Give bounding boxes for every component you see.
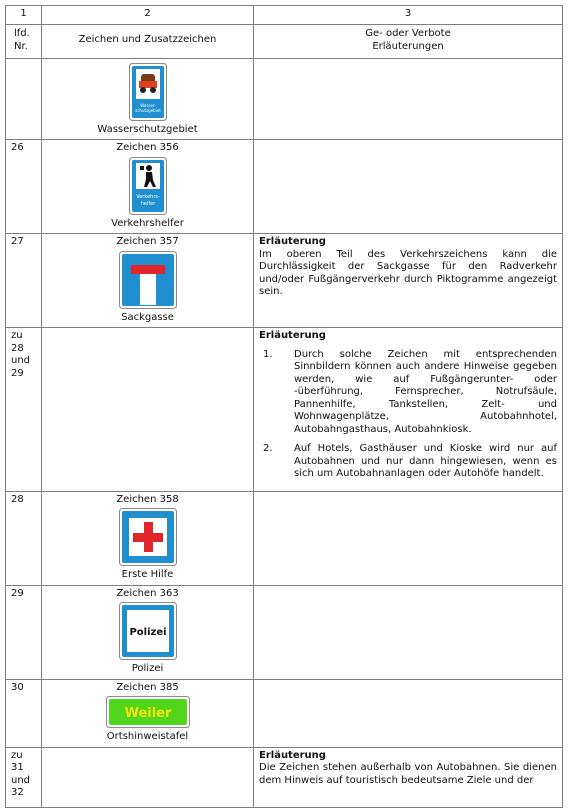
column-number-row: [6, 6, 563, 25]
column-number-1: 1: [6, 6, 42, 25]
explanation-list: [259, 349, 557, 481]
explanation-heading: Erläuterung: [259, 236, 326, 247]
police-sign-icon: [119, 602, 177, 660]
explanation-cell: [254, 58, 563, 140]
place-sign-text: Weiler: [124, 706, 171, 721]
sign-caption: Wasserschutzgebiet: [97, 123, 198, 135]
row-number: zu 31 und 32: [6, 747, 42, 807]
sign-number: Zeichen 385: [116, 681, 179, 693]
svg-text:Wasser-: Wasser-: [139, 102, 156, 108]
column-number-2: 2: [42, 6, 254, 25]
lfd-nr-heading: lfd. Nr.: [6, 24, 42, 58]
list-item-number: 2.: [263, 443, 273, 454]
explanation-cell: [254, 328, 563, 492]
list-item-text: Durch solche Zeichen mit entsprechenden Sinnbildern können auch andere Hinweise gegeben werden, wie auf Fußgängerunter- oder -überführung, Fernsprecher, Notrufsäule, Pannenhilfe, Tankstellen, Zelt- und Wohnwagenplätze, Autobahnhotel, Autobahngasthaus, Autobahnkiosk.: [294, 348, 557, 435]
column-number-3: 3: [254, 6, 563, 25]
traffic-signs-table: [5, 5, 563, 808]
table-row: [6, 679, 563, 747]
list-item: [259, 443, 557, 481]
list-item: [259, 349, 557, 437]
explanation-cell: [254, 234, 563, 328]
explanation-cell: [254, 747, 563, 807]
sign-cell: [42, 140, 254, 234]
explanation-cell: [254, 491, 563, 585]
sign-cell: [42, 679, 254, 747]
sign-caption: Verkehrshelfer: [111, 217, 184, 229]
row-number: [6, 58, 42, 140]
police-sign-text: Polizei: [128, 627, 167, 638]
list-item-number: 1.: [263, 348, 273, 360]
row-number: 27: [6, 234, 42, 328]
sign-cell: [42, 747, 254, 807]
explanation-heading: Erläuterung: [259, 749, 326, 761]
table-row: [6, 747, 563, 807]
row-number: 30: [6, 679, 42, 747]
column-heading-row: [6, 24, 563, 58]
sign-number: Zeichen 356: [116, 142, 179, 153]
explanation-cell: [254, 585, 563, 679]
sign-number: Zeichen 357: [116, 236, 179, 247]
explanation-cell: [254, 140, 563, 234]
sign-column-heading: Zeichen und Zusatzzeichen: [42, 24, 254, 58]
row-number: 28: [6, 491, 42, 585]
table-row: [6, 234, 563, 328]
rules-column-heading: Ge- oder Verbote Erläuterungen: [254, 24, 563, 58]
dead-end-sign-icon: [119, 251, 177, 309]
row-number: 26: [6, 140, 42, 234]
traffic-helper-sign-icon: [129, 157, 167, 215]
sign-cell: [42, 234, 254, 328]
sign-cell: [42, 58, 254, 140]
sign-cell: [42, 328, 254, 492]
sign-cell: [42, 491, 254, 585]
sign-number: Zeichen 363: [116, 587, 179, 599]
table-row: [6, 491, 563, 585]
sign-caption: Ortshinweistafel: [106, 731, 189, 742]
table-row: [6, 585, 563, 679]
water-protection-sign-icon: [129, 63, 167, 121]
explanation-cell: [254, 679, 563, 747]
svg-text:Verkehrs-: Verkehrs-: [135, 193, 160, 200]
place-name-sign-icon: [106, 696, 190, 728]
sign-caption: Erste Hilfe: [121, 569, 174, 580]
svg-text:schutzgebiet: schutzgebiet: [134, 107, 161, 113]
sign-caption: Polizei: [131, 663, 164, 674]
list-item-text: Auf Hotels, Gasthäuser und Kioske wird nur auf Autobahnen und nur dann hingewiesen, wenn es sich um Autobahnanlagen oder Autohöfe handelt.: [294, 443, 557, 479]
explanation-text: Im oberen Teil des Verkehrszeichens kann die Durchlässigkeit der Sackgasse für den Radverkehr und/oder Fußgängerverkehr durch Piktogramme angezeigt sein.: [259, 248, 557, 297]
row-number: 29: [6, 585, 42, 679]
sign-number: Zeichen 358: [116, 493, 179, 505]
row-number: zu 28 und 29: [6, 328, 42, 492]
table-row: [6, 140, 563, 234]
table-row: [6, 328, 563, 492]
svg-text:helfer: helfer: [140, 200, 155, 207]
sign-caption: Sackgasse: [121, 311, 174, 323]
first-aid-sign-icon: [119, 508, 177, 566]
explanation-text: Die Zeichen stehen außerhalb von Autobahnen. Sie dienen dem Hinweis auf touristisch bedeutsame Ziele und der: [259, 762, 557, 786]
table-row: [6, 58, 563, 140]
sign-cell: [42, 585, 254, 679]
explanation-heading: Erläuterung: [259, 330, 326, 341]
